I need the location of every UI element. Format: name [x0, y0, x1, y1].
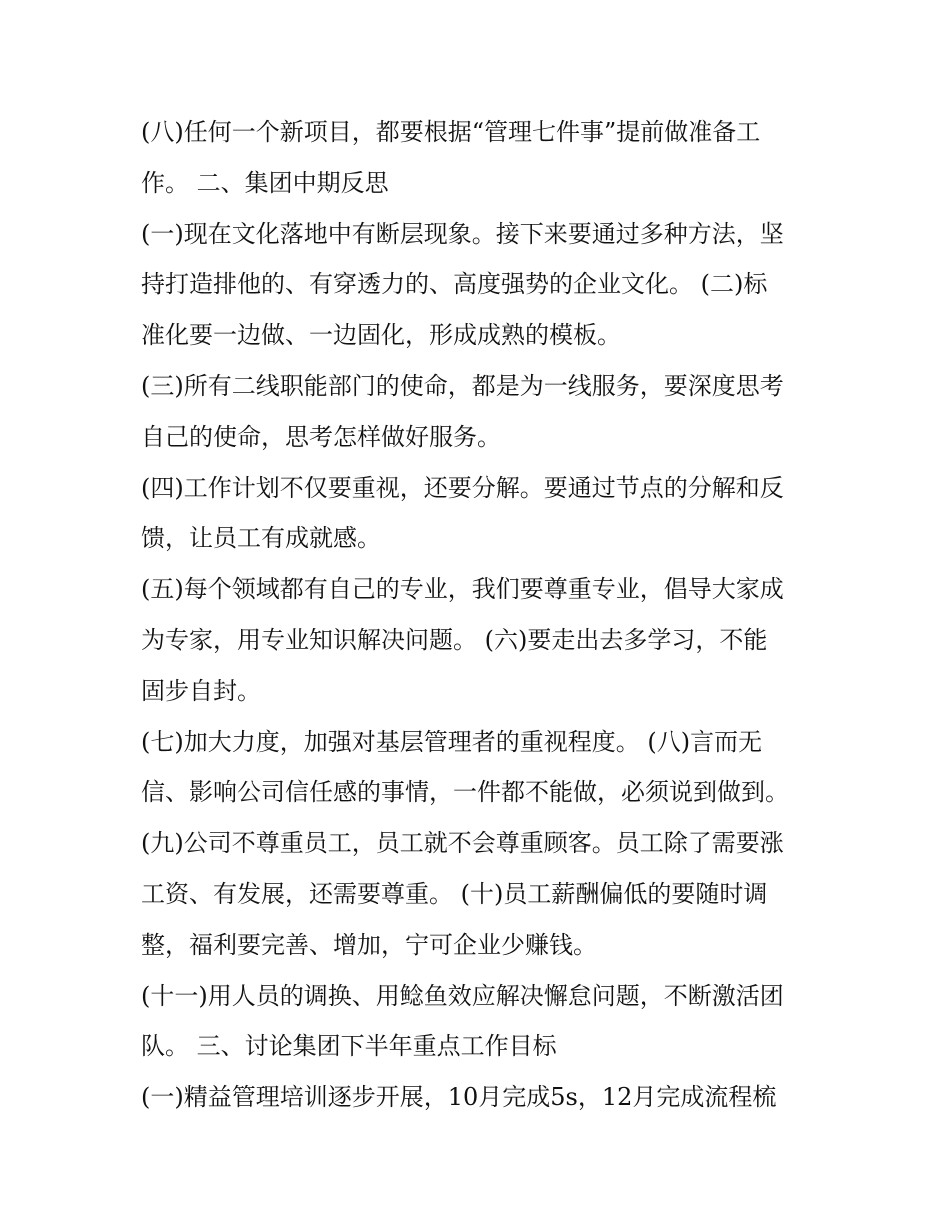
text-line: (十一)用人员的调换、用鲶鱼效应解决懈怠问题，不断激活团: [141, 981, 784, 1010]
text-line: (七)加大力度，加强对基层管理者的重视程度。 (八)言而无: [141, 727, 763, 756]
text-line: (一)精益管理培训逐步开展，10月完成5s，12月完成流程梳: [141, 1083, 777, 1112]
text-line: 持打造排他的、有穿透力的、高度强势的企业文化。 (二)标: [141, 270, 768, 299]
text-line: 工资、有发展，还需要尊重。 (十)员工薪酬偏低的要随时调: [141, 879, 768, 908]
document-body: [141, 107, 821, 1123]
text-line: 准化要一边做、一边固化，形成成熟的模板。: [141, 321, 621, 350]
text-line: 固步自封。: [141, 676, 261, 705]
text-line: 馈，让员工有成就感。: [141, 524, 381, 553]
text-line: (五)每个领域都有自己的专业，我们要尊重专业，倡导大家成: [141, 575, 784, 604]
text-line: (八)任何一个新项目，都要根据“管理七件事”提前做准备工: [141, 118, 761, 146]
text-line: 队。 三、讨论集团下半年重点工作目标: [141, 1032, 557, 1061]
text-line: 信、影响公司信任感的事情，一件都不能做，必须说到做到。: [141, 778, 789, 807]
text-line: (三)所有二线职能部门的使命，都是为一线服务，要深度思考: [141, 371, 784, 400]
text-line: 为专家，用专业知识解决问题。 (六)要走出去多学习，不能: [141, 625, 768, 654]
text-line: (四)工作计划不仅要重视，还要分解。要通过节点的分解和反: [141, 473, 784, 502]
text-line: (一)现在文化落地中有断层现象。接下来要通过多种方法，坚: [141, 219, 784, 248]
text-line: 整，福利要完善、增加，宁可企业少赚钱。: [141, 930, 597, 959]
text-line: 自己的使命，思考怎样做好服务。: [141, 422, 501, 451]
text-line: (九)公司不尊重员工，员工就不会尊重顾客。员工除了需要涨: [141, 829, 784, 858]
text-line: 作。 二、集团中期反思: [141, 168, 389, 197]
